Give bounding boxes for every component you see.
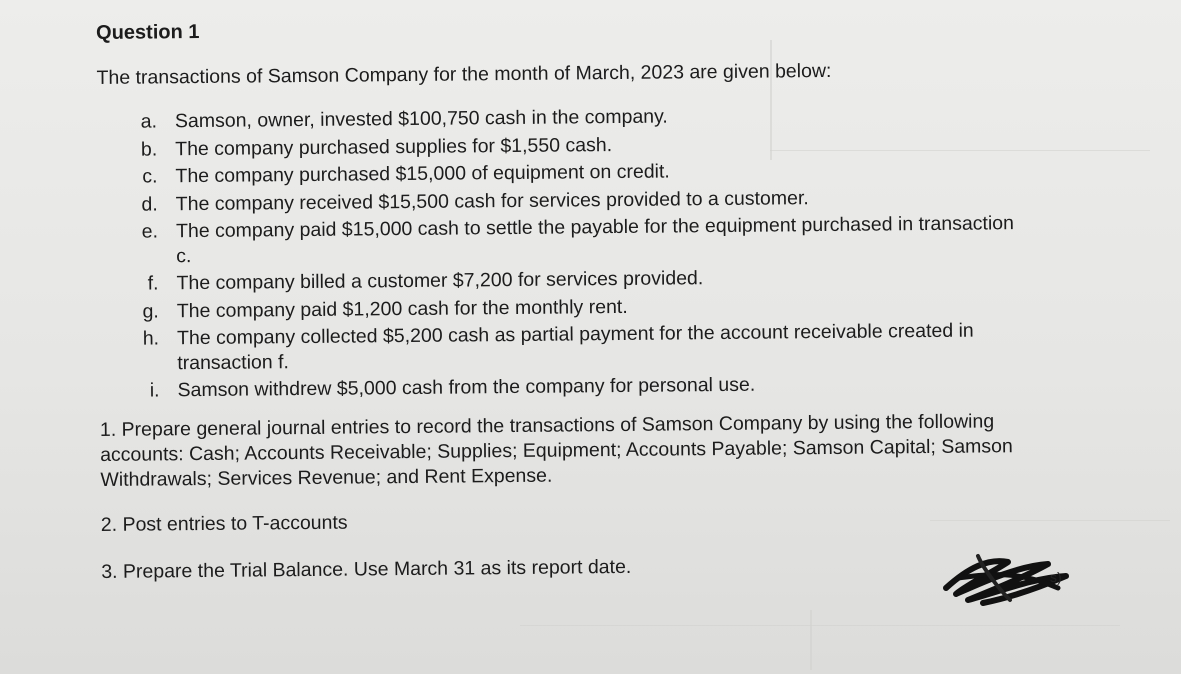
bleed-through-line — [810, 610, 812, 670]
transaction-letter: h. — [142, 327, 160, 350]
task-trial-balance: 3. Prepare the Trial Balance. Use March 31 as its report date. — [101, 555, 632, 583]
transaction-text: The company billed a customer $7,200 for services provided. — [176, 267, 704, 295]
transaction-item — [98, 211, 1078, 269]
transaction-text: The company purchased supplies for $1,550 cash. — [175, 133, 613, 160]
transaction-text: The company purchased $15,000 of equipment on credit. — [175, 160, 670, 188]
svg-text:s): s) — [1050, 569, 1062, 585]
transaction-letter: d. — [141, 192, 158, 216]
task-journal-entries: 1. Prepare general journal entries to record the transactions of Samson Company by using the following accounts: Cash; Accounts Receivable; Supplies; Equipment; Accounts Payable; Samson Capital; Samson Withdrawals; Services Revenue; and Rent Expense. — [99, 409, 1013, 491]
question-title: Question 1 — [96, 21, 200, 44]
question-content — [96, 13, 1082, 605]
transaction-letter: i. — [149, 379, 160, 402]
transaction-letter: e. — [141, 220, 159, 243]
transaction-list — [97, 101, 1080, 404]
transaction-text: The company collected $5,200 cash as partial payment for the account receivable created in transaction f. — [176, 319, 974, 374]
task-post-t-accounts: 2. Post entries to T-accounts — [100, 511, 348, 536]
transaction-text: The company received $15,500 cash for services provided to a customer. — [175, 186, 809, 215]
bleed-through-line — [520, 625, 1120, 626]
transaction-text: The company paid $1,200 cash for the monthly rent. — [176, 295, 628, 322]
transaction-letter: b. — [140, 137, 158, 161]
transaction-item — [99, 370, 1079, 404]
transaction-letter: c. — [142, 165, 158, 188]
transaction-item — [99, 318, 1079, 376]
transaction-letter: g. — [142, 299, 159, 323]
question-intro: The transactions of Samson Company for the month of March, 2023 are given below: — [96, 59, 832, 89]
redacted-scribble-icon — [938, 548, 1073, 606]
transaction-text: Samson withdrew $5,000 cash from the company for personal use. — [177, 373, 756, 402]
transaction-text: The company paid $15,000 cash to settle the payable for the equipment purchased in transaction c. — [175, 212, 1015, 267]
transaction-text: Samson, owner, invested $100,750 cash in the company. — [174, 105, 668, 133]
transaction-letter: a. — [140, 110, 158, 133]
transaction-letter: f. — [147, 272, 159, 295]
